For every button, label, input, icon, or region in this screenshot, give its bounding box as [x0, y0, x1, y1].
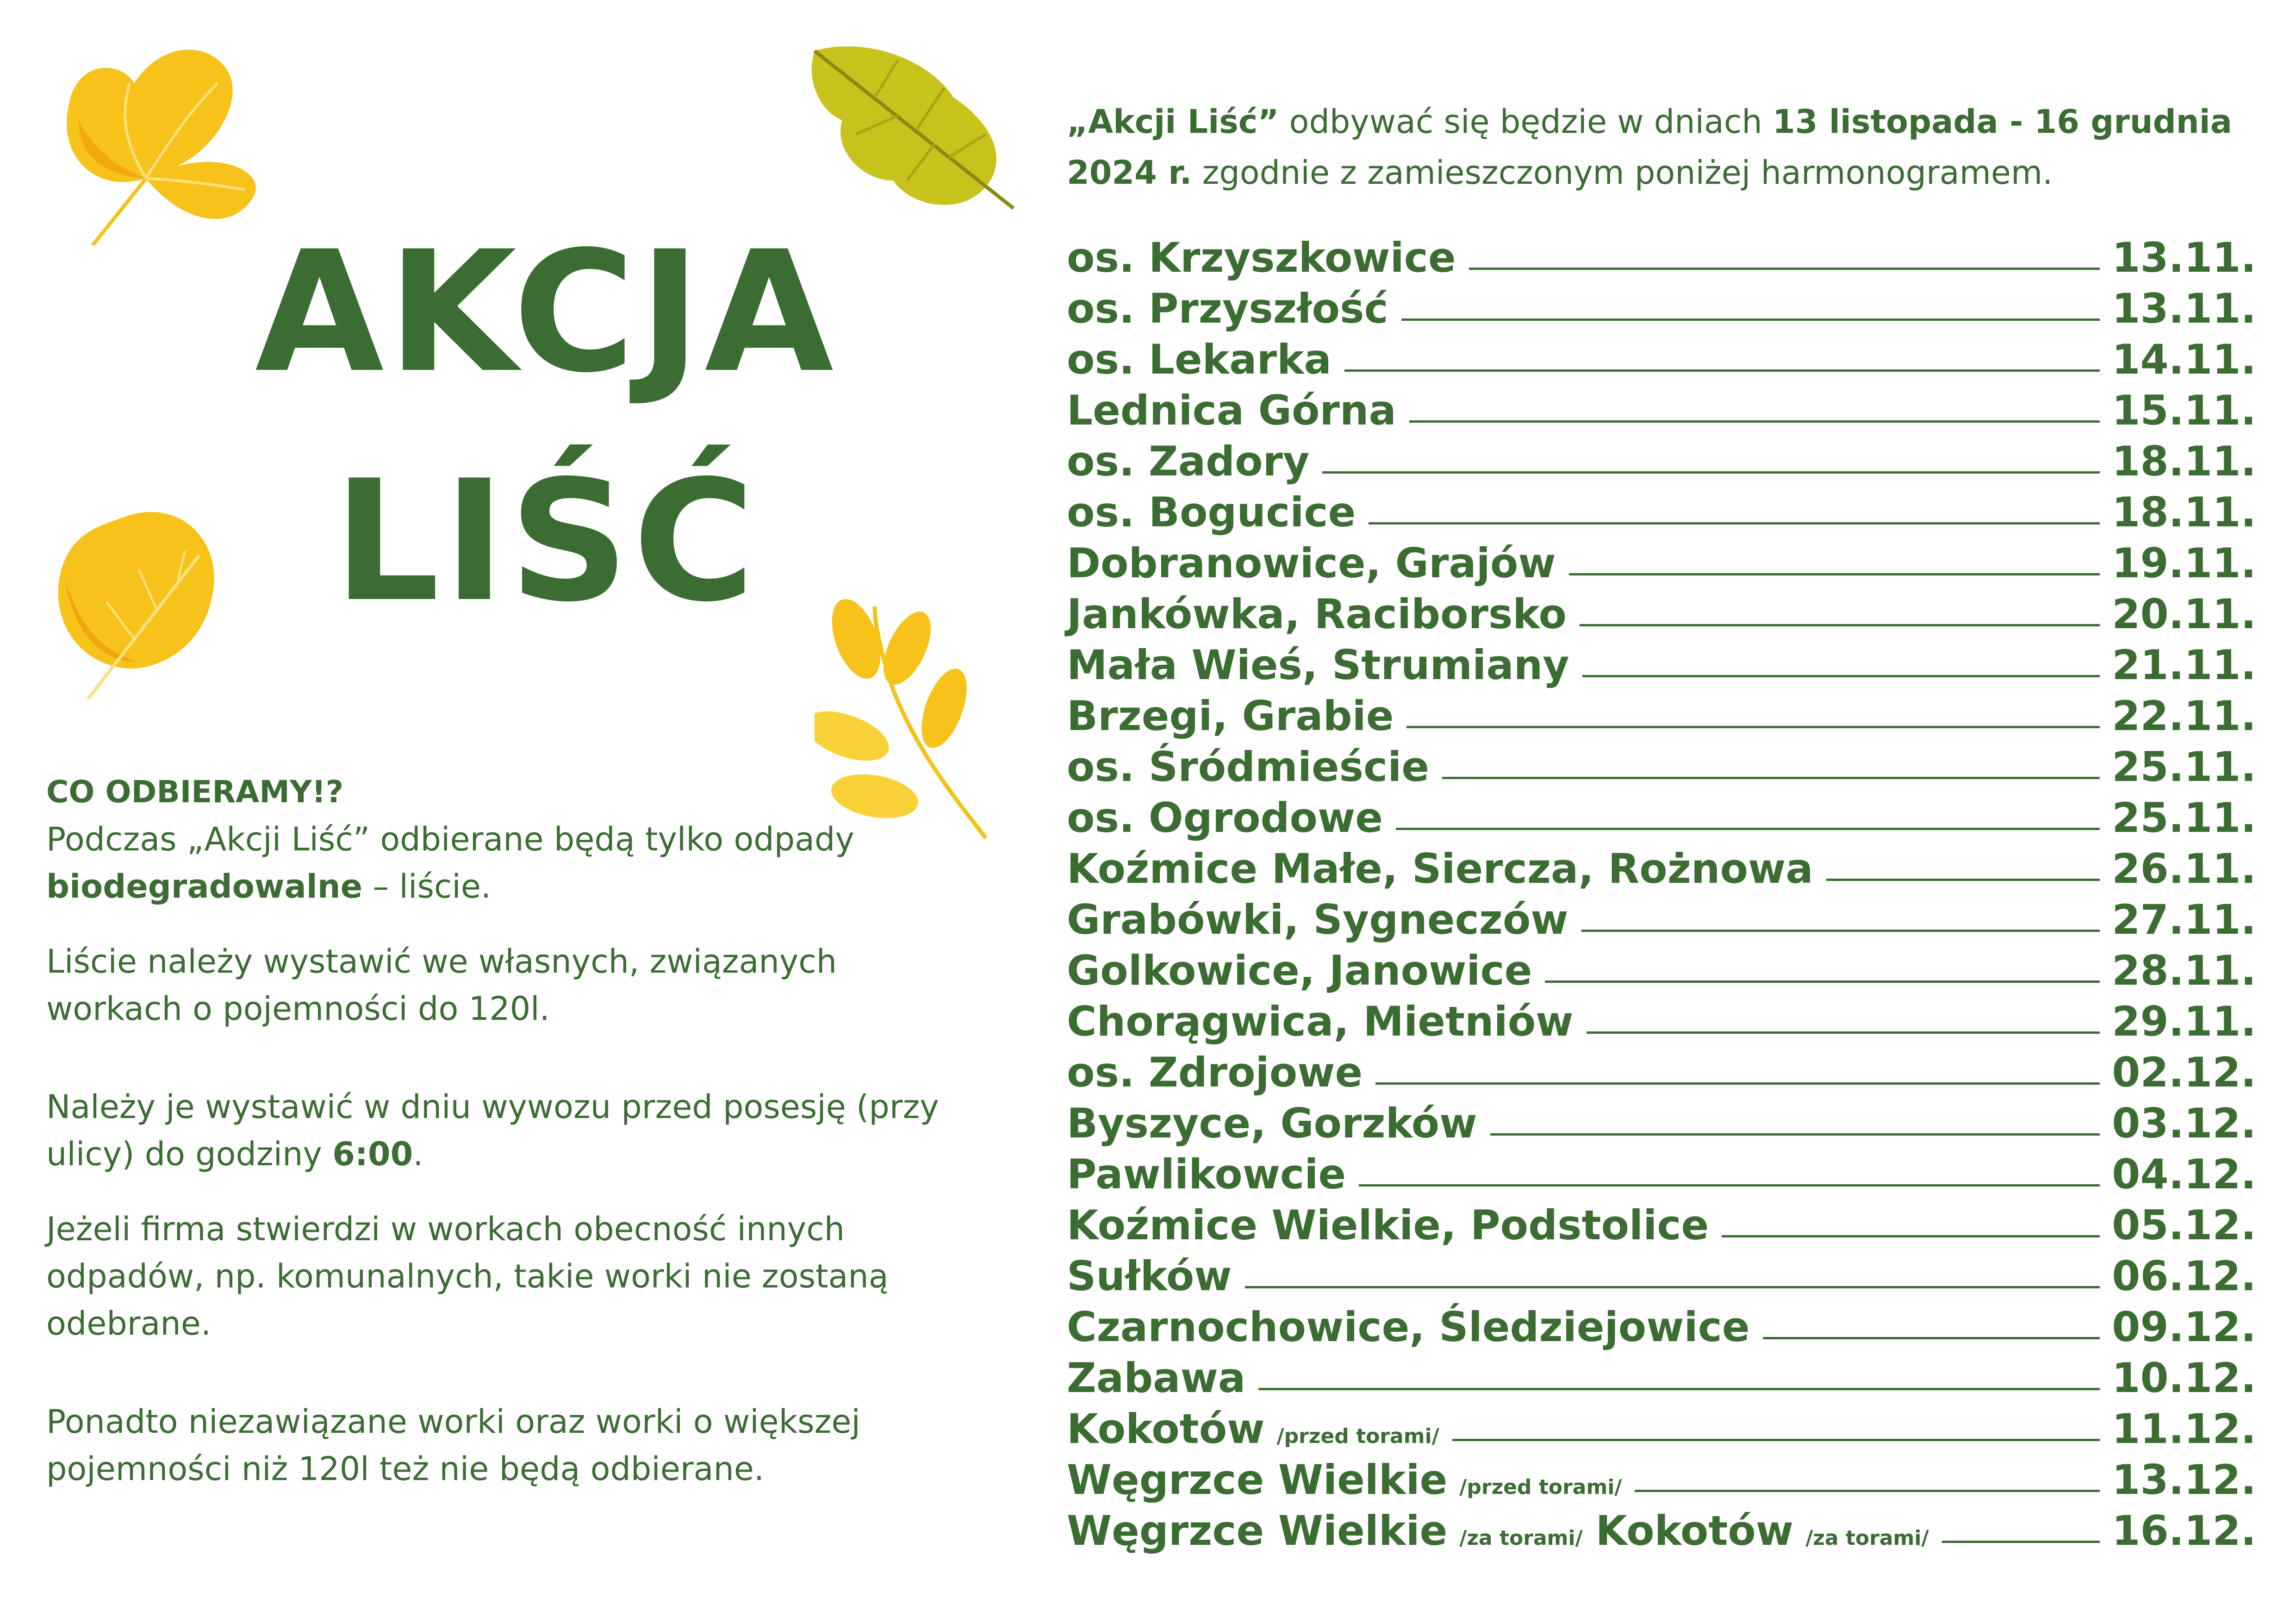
schedule-place: Węgrzce Wielkie	[1067, 1456, 1448, 1504]
schedule-row	[1067, 539, 2256, 590]
schedule-row	[1067, 437, 2256, 488]
intro-action-name: „Akcji Liść”	[1067, 103, 1279, 141]
info-paragraph-1: Podczas „Akcji Liść” odbierane będą tylko odpady biodegradowalne – liście.	[46, 820, 854, 906]
dotted-leader	[1581, 930, 2100, 932]
info-paragraph-4: Jeżeli firma stwierdzi w workach obecność innych odpadów, np. komunalnych, takie worki nie zostaną odebrane.	[46, 1210, 889, 1343]
info-paragraph-5: Ponadto niezawiązane worki oraz worki o większej pojemności niż 120l też nie będą odbierane.	[46, 1403, 860, 1488]
schedule-row	[1067, 234, 2256, 285]
schedule-row	[1067, 641, 2256, 692]
highlight-time: 6:00	[332, 1135, 413, 1173]
dotted-leader	[1763, 1337, 2100, 1339]
schedule-row	[1067, 1507, 2256, 1558]
dotted-leader	[1490, 1133, 2100, 1136]
schedule-note: /przed torami/	[1276, 1424, 1439, 1448]
schedule-date: 18.11.	[2112, 488, 2256, 536]
schedule-date: 09.12.	[2112, 1303, 2256, 1351]
schedule-row	[1067, 590, 2256, 641]
schedule-place: Jankówka, Raciborsko	[1067, 590, 1567, 638]
schedule-place: Węgrzce Wielkie	[1067, 1507, 1448, 1555]
schedule-row	[1067, 285, 2256, 336]
schedule-list	[1067, 234, 2256, 1558]
dotted-leader	[1344, 369, 2100, 372]
schedule-place: Brzegi, Grabie	[1067, 692, 1394, 740]
schedule-row	[1067, 845, 2256, 896]
dotted-leader	[1635, 1490, 2100, 1492]
schedule-place: Golkowice, Janowice	[1067, 947, 1532, 994]
section-heading: CO ODBIERAMY!?	[46, 774, 344, 810]
intro-text-part: odbywać się będzie w dniach	[1279, 103, 1773, 141]
schedule-date: 29.11.	[2112, 998, 2256, 1045]
schedule-date: 25.11.	[2112, 743, 2256, 791]
schedule-place: os. Ogrodowe	[1067, 794, 1383, 842]
orange-leaf-icon	[46, 500, 222, 699]
schedule-place: Koźmice Małe, Siercza, Rożnowa	[1067, 845, 1813, 893]
schedule-row	[1067, 743, 2256, 794]
schedule-date: 03.12.	[2112, 1099, 2256, 1147]
yellow-leaf-icon	[51, 42, 268, 245]
schedule-row	[1067, 794, 2256, 845]
intro-date-range: 13 listopada - 16 grudnia 2024 r.	[1067, 103, 2232, 192]
dotted-leader	[1942, 1541, 2100, 1543]
schedule-row	[1067, 1150, 2256, 1201]
schedule-place: Byszyce, Gorzków	[1067, 1099, 1477, 1147]
dotted-leader	[1545, 981, 2100, 983]
schedule-note: /za torami/	[1459, 1526, 1583, 1550]
info-paragraph-3: Należy je wystawić w dniu wywozu przed posesję (przy ulicy) do godziny 6:00.	[46, 1088, 939, 1173]
schedule-date: 05.12.	[2112, 1201, 2256, 1249]
dotted-leader	[1409, 420, 2100, 423]
dotted-leader	[1582, 675, 2100, 677]
info-section	[46, 768, 953, 1493]
schedule-date: 28.11.	[2112, 947, 2256, 994]
schedule-row	[1067, 1405, 2256, 1456]
schedule-row	[1067, 1303, 2256, 1354]
schedule-place: Pawlikowcie	[1067, 1150, 1346, 1198]
schedule-row	[1067, 1049, 2256, 1099]
dotted-leader	[1396, 828, 2100, 830]
schedule-note: /przed torami/	[1459, 1475, 1622, 1499]
schedule-row	[1067, 387, 2256, 437]
schedule-row	[1067, 947, 2256, 998]
dotted-leader	[1587, 1031, 2100, 1034]
dotted-leader	[1322, 471, 2100, 474]
schedule-place: Zabawa	[1067, 1354, 1246, 1402]
schedule-place: os. Zadory	[1067, 437, 1310, 485]
dotted-leader	[1452, 1439, 2100, 1441]
intro-text	[1067, 96, 2252, 198]
highlight-biodegradable: biodegradowalne	[46, 868, 363, 906]
schedule-date: 22.11.	[2112, 692, 2256, 740]
schedule-date: 14.11.	[2112, 336, 2256, 383]
info-paragraph-2: Liście należy wystawić we własnych, związanych workach o pojemności do 120l.	[46, 943, 837, 1028]
dotted-leader	[1722, 1235, 2100, 1237]
schedule-note-2: /za torami/	[1805, 1526, 1929, 1550]
schedule-date: 18.11.	[2112, 437, 2256, 485]
dotted-leader	[1258, 1388, 2100, 1390]
schedule-place: Lednica Górna	[1067, 387, 1396, 434]
schedule-date: 13.12.	[2112, 1456, 2256, 1504]
schedule-row	[1067, 1252, 2256, 1303]
schedule-place: os. Przyszłość	[1067, 285, 1388, 332]
schedule-row	[1067, 896, 2256, 947]
schedule-place: os. Lekarka	[1067, 336, 1332, 383]
dotted-leader	[1245, 1286, 2100, 1288]
schedule-date: 16.12.	[2112, 1507, 2256, 1555]
schedule-date: 26.11.	[2112, 845, 2256, 893]
intro-text-part: zgodnie z zamieszczonym poniżej harmonogramem.	[1192, 154, 2053, 192]
schedule-date: 04.12.	[2112, 1150, 2256, 1198]
dotted-leader	[1442, 777, 2100, 779]
dotted-leader	[1826, 879, 2100, 881]
schedule-place: Sułków	[1067, 1252, 1232, 1300]
schedule-date: 19.11.	[2112, 539, 2256, 587]
schedule-place: os. Zdrojowe	[1067, 1049, 1363, 1096]
schedule-date: 11.12.	[2112, 1405, 2256, 1453]
schedule-date: 15.11.	[2112, 387, 2256, 434]
schedule-date: 13.11.	[2112, 285, 2256, 332]
title-line-1: AKCJA	[255, 215, 838, 409]
schedule-date: 27.11.	[2112, 896, 2256, 943]
dotted-leader	[1401, 319, 2100, 321]
schedule-place: os. Śródmieście	[1067, 743, 1430, 791]
schedule-row	[1067, 488, 2256, 539]
schedule-row	[1067, 1456, 2256, 1507]
schedule-place: Kokotów	[1067, 1405, 1265, 1453]
schedule-place: Chorągwica, Mietniów	[1067, 998, 1574, 1045]
olive-leaf-icon	[805, 42, 1027, 218]
schedule-place: Mała Wieś, Strumiany	[1067, 641, 1569, 689]
schedule-place: os. Bogucice	[1067, 488, 1356, 536]
dotted-leader	[1469, 268, 2100, 270]
schedule-date: 02.12.	[2112, 1049, 2256, 1096]
dotted-leader	[1569, 573, 2100, 575]
schedule-row	[1067, 336, 2256, 387]
schedule-date: 10.12.	[2112, 1354, 2256, 1402]
schedule-row	[1067, 998, 2256, 1049]
schedule-place: os. Krzyszkowice	[1067, 234, 1456, 281]
dotted-leader	[1359, 1184, 2100, 1187]
schedule-row	[1067, 1099, 2256, 1150]
dotted-leader	[1406, 726, 2100, 728]
schedule-date: 25.11.	[2112, 794, 2256, 842]
schedule-date: 21.11.	[2112, 641, 2256, 689]
title-line-2: LIŚĆ	[333, 444, 759, 638]
schedule-date: 06.12.	[2112, 1252, 2256, 1300]
schedule-place: Czarnochowice, Śledziejowice	[1067, 1303, 1750, 1351]
schedule-row	[1067, 1201, 2256, 1252]
dotted-leader	[1580, 624, 2100, 626]
dotted-leader	[1369, 522, 2100, 525]
schedule-place: Koźmice Wielkie, Podstolice	[1067, 1201, 1709, 1249]
schedule-date: 20.11.	[2112, 590, 2256, 638]
schedule-place: Dobranowice, Grajów	[1067, 539, 1556, 587]
schedule-date: 13.11.	[2112, 234, 2256, 281]
schedule-place: Grabówki, Sygneczów	[1067, 896, 1568, 943]
dotted-leader	[1375, 1082, 2100, 1085]
schedule-place-2: Kokotów	[1595, 1507, 1794, 1555]
schedule-row	[1067, 692, 2256, 743]
schedule-row	[1067, 1354, 2256, 1405]
